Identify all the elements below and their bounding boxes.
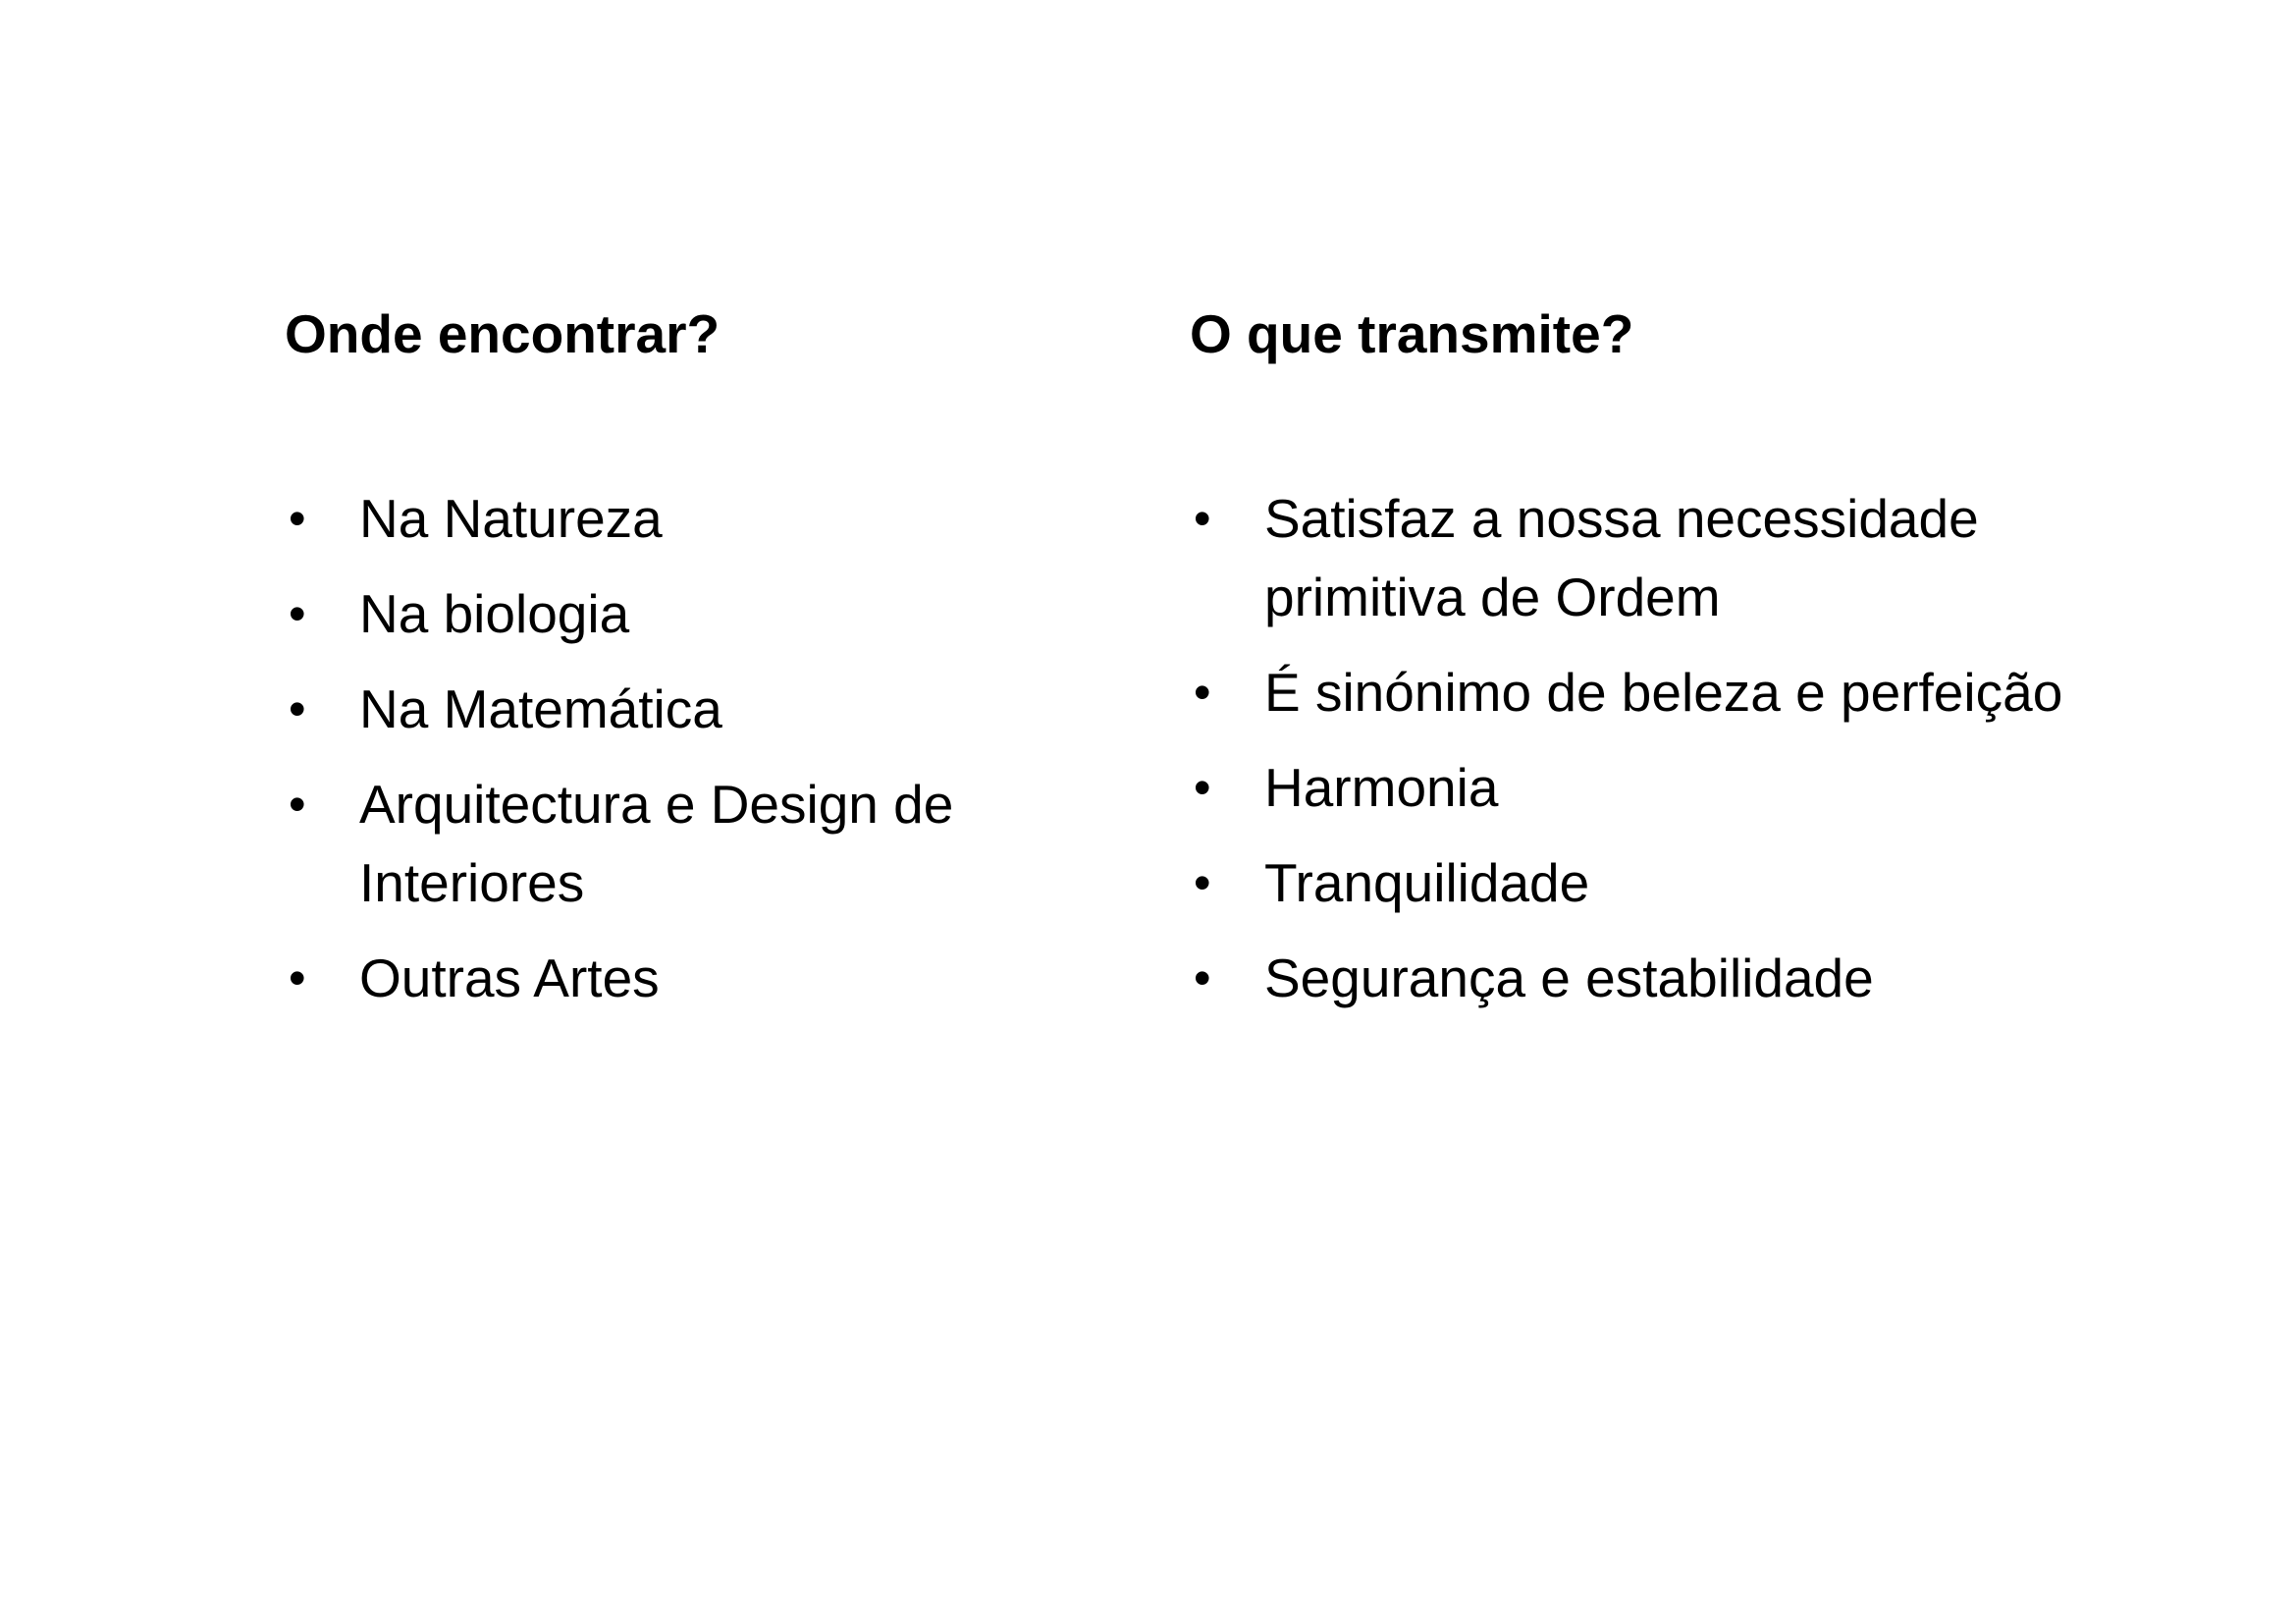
bullet-icon: •	[1194, 491, 1211, 546]
list-item-text: Arquitectura e Design de Interiores	[359, 774, 954, 913]
right-heading: O que transmite?	[1190, 303, 1634, 364]
list-item	[1190, 748, 2093, 827]
bullet-icon: •	[289, 681, 306, 736]
list-item-text: Na biologia	[359, 583, 630, 644]
list-item-text: Na Natureza	[359, 488, 663, 549]
list-item-text: Na Matemática	[359, 678, 722, 739]
bullet-icon: •	[289, 777, 306, 832]
list-item	[1190, 479, 2093, 636]
bullet-icon: •	[1194, 665, 1211, 720]
bullet-icon: •	[1194, 760, 1211, 815]
bullet-icon: •	[1194, 950, 1211, 1005]
bullet-icon: •	[289, 950, 306, 1005]
list-item-text: Segurança e estabilidade	[1264, 947, 1874, 1008]
list-item	[1190, 939, 2093, 1017]
list-item	[285, 479, 1099, 558]
list-item	[285, 939, 1099, 1017]
list-item	[285, 670, 1099, 748]
bullet-icon: •	[289, 491, 306, 546]
left-bullet-list	[285, 479, 1099, 1017]
list-item-text: Tranquilidade	[1264, 852, 1590, 913]
list-item-text: Harmonia	[1264, 757, 1499, 818]
bullet-icon: •	[289, 586, 306, 641]
list-item	[285, 574, 1099, 653]
list-item	[1190, 843, 2093, 922]
list-item	[1190, 653, 2093, 731]
right-bullet-list	[1190, 479, 2093, 1017]
list-item-text: Outras Artes	[359, 947, 660, 1008]
left-heading: Onde encontrar?	[285, 303, 721, 364]
list-item	[285, 765, 1099, 922]
list-item-text: Satisfaz a nossa necessidade primitiva de Ordem	[1264, 488, 1979, 627]
bullet-icon: •	[1194, 855, 1211, 910]
right-column	[1190, 295, 2093, 1034]
list-item-text: É sinónimo de beleza e perfeição	[1264, 662, 2063, 723]
left-column	[285, 295, 1099, 1034]
